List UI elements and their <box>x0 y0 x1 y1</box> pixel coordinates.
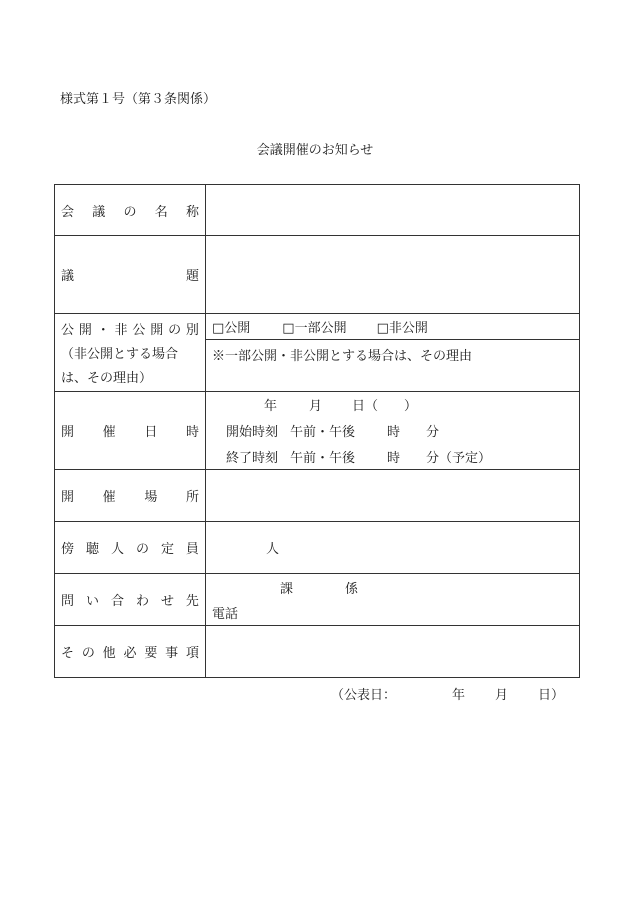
label-char: 日 <box>144 425 158 440</box>
end-minute-unit: 分（予定） <box>426 451 492 466</box>
label-char: 所 <box>185 490 199 505</box>
label-char: 題 <box>185 269 199 284</box>
label-char: 問 <box>61 594 75 609</box>
value-contact[interactable] <box>206 574 580 626</box>
phone-line <box>212 603 573 622</box>
phone-label: 電話 <box>212 606 239 622</box>
end-time-line <box>212 447 573 466</box>
justified-label <box>61 319 199 343</box>
public-month-unit: 月 <box>494 688 508 703</box>
label-char: 他 <box>102 646 116 661</box>
value-meeting-name[interactable] <box>206 185 580 236</box>
disclosure-reason-cell[interactable] <box>206 340 580 392</box>
label-char: 要 <box>144 646 158 661</box>
label-char: 非 <box>114 323 128 338</box>
row-other <box>55 626 580 678</box>
label-char: 聴 <box>85 542 99 557</box>
label-char: 公 <box>132 323 146 338</box>
label-char: 議 <box>61 269 75 284</box>
justified-label <box>61 201 199 220</box>
label-agenda <box>55 236 206 314</box>
label-char: 合 <box>110 594 124 609</box>
label-char: 会 <box>61 204 75 220</box>
start-time-line <box>212 421 573 440</box>
day-weekday: 日（ ） <box>352 399 418 414</box>
value-other[interactable] <box>206 626 580 678</box>
label-char: 称 <box>185 204 199 220</box>
label-char: の <box>135 542 149 557</box>
row-venue <box>55 470 580 522</box>
label-char: 項 <box>185 646 199 661</box>
month-unit: 月 <box>309 399 323 414</box>
label-char: 開 <box>61 425 75 440</box>
row-meeting-name <box>55 185 580 236</box>
capacity-unit: 人 <box>266 542 280 557</box>
label-char: 公 <box>61 323 75 338</box>
label-disclosure-line2: （非公開とする場合 <box>61 347 179 362</box>
end-time-label: 終了時刻 <box>226 451 279 466</box>
label-char: 開 <box>150 323 164 338</box>
label-char: 傍 <box>61 542 75 557</box>
label-char: 人 <box>110 542 124 557</box>
value-agenda[interactable] <box>206 236 580 314</box>
label-char: ・ <box>96 323 110 338</box>
row-contact <box>55 574 580 626</box>
department-line <box>212 578 573 597</box>
public-year-unit: 年 <box>451 688 465 703</box>
start-minute-unit: 分 <box>426 425 440 440</box>
public-date-label: （公表日： <box>330 688 396 703</box>
end-hour-unit: 時 <box>387 451 401 466</box>
date-line <box>212 395 573 414</box>
label-char: 催 <box>102 490 116 505</box>
label-datetime <box>55 392 206 470</box>
label-disclosure-line3: は、その理由） <box>61 371 153 386</box>
justified-label <box>61 642 199 661</box>
row-agenda <box>55 236 580 314</box>
label-char: 別 <box>185 323 199 338</box>
justified-label <box>61 538 199 557</box>
label-char: の <box>123 204 137 220</box>
disclosure-options <box>206 314 580 340</box>
label-venue <box>55 470 206 522</box>
label-contact <box>55 574 206 626</box>
section-unit: 係 <box>345 581 359 597</box>
label-other <box>55 626 206 678</box>
end-ampm: 午前・午後 <box>290 451 356 466</box>
label-char: 事 <box>165 646 179 661</box>
public-day-unit: 日） <box>537 688 564 703</box>
document-title: 会議開催のお知らせ <box>256 143 374 158</box>
label-capacity <box>55 522 206 574</box>
checkbox-private[interactable]: □非公開 <box>376 321 428 336</box>
row-capacity <box>55 522 580 574</box>
label-char: そ <box>61 646 75 661</box>
justified-label <box>61 265 199 284</box>
value-venue[interactable] <box>206 470 580 522</box>
label-char: い <box>85 594 99 609</box>
department-unit: 課 <box>280 581 294 597</box>
label-char: 先 <box>185 594 199 609</box>
label-char: わ <box>135 594 149 609</box>
checkbox-partial-public[interactable]: □一部公開 <box>282 321 347 336</box>
label-char: 議 <box>92 204 106 220</box>
label-char: 時 <box>185 425 199 440</box>
label-char: 場 <box>144 490 158 505</box>
start-time-label: 開始時刻 <box>226 425 279 440</box>
start-hour-unit: 時 <box>387 425 401 440</box>
justified-label <box>61 590 199 609</box>
label-char: 開 <box>78 323 92 338</box>
value-capacity[interactable] <box>206 522 580 574</box>
disclosure-reason-note: ※一部公開・非公開とする場合は、その理由 <box>212 349 473 364</box>
label-char: の <box>168 323 182 338</box>
label-disclosure <box>55 314 206 392</box>
start-ampm: 午前・午後 <box>290 425 356 440</box>
year-unit: 年 <box>264 399 278 414</box>
form-number: 様式第１号（第３条関係） <box>60 92 217 107</box>
label-char: 催 <box>102 425 116 440</box>
public-date <box>331 684 564 703</box>
label-char: 開 <box>61 490 75 505</box>
row-datetime <box>55 392 580 470</box>
row-disclosure <box>55 314 580 340</box>
label-char: の <box>81 646 95 661</box>
label-char: せ <box>160 594 174 609</box>
justified-label <box>61 486 199 505</box>
label-meeting-name <box>55 185 206 236</box>
label-char: 名 <box>154 204 168 220</box>
checkbox-public[interactable]: □公開 <box>212 321 251 336</box>
label-char: 定 <box>160 542 174 557</box>
meeting-notice-table <box>54 184 580 678</box>
label-char: 員 <box>185 542 199 557</box>
label-char: 必 <box>123 646 137 661</box>
value-datetime[interactable] <box>206 392 580 470</box>
justified-label <box>61 421 199 440</box>
